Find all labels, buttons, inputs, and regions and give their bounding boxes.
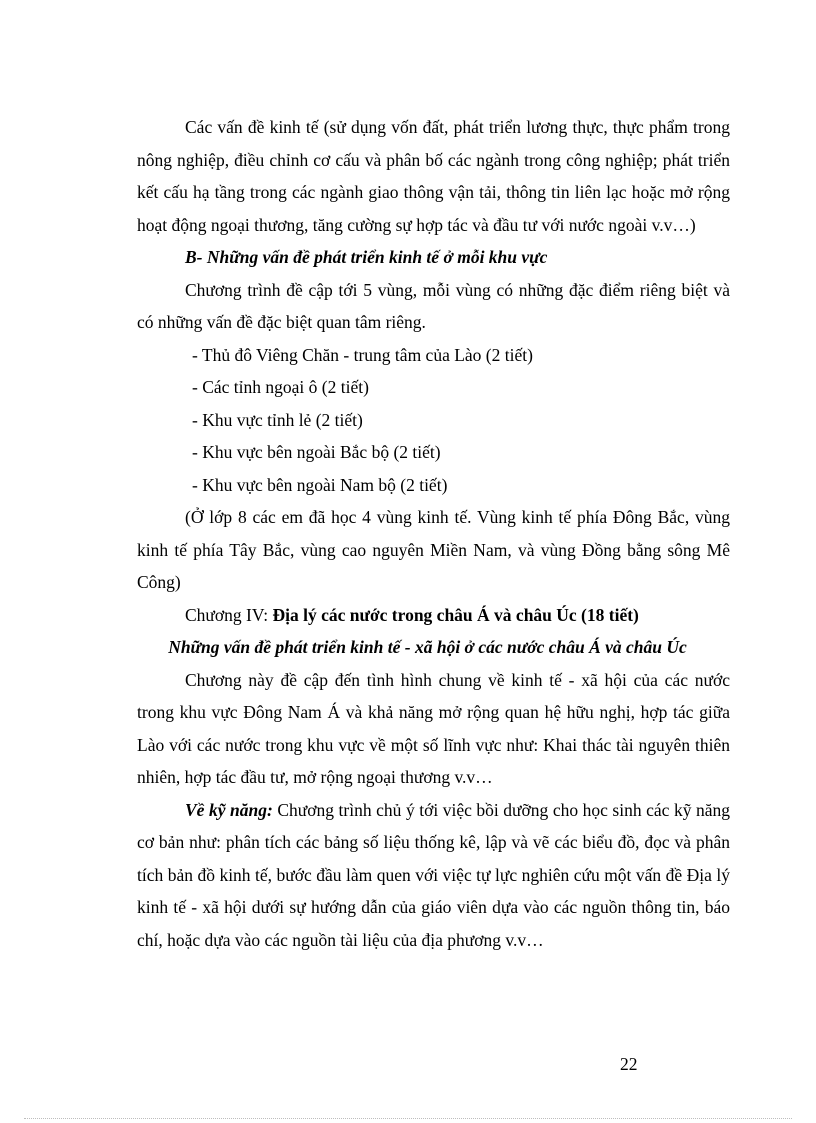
page-number: 22 xyxy=(620,1054,638,1074)
chapter-heading: Những vấn đề phát triển kinh tế - xã hội ở các nước châu Á và châu Úc xyxy=(168,637,687,657)
chapter-title-line xyxy=(137,599,730,632)
paragraph-skills xyxy=(137,794,730,957)
list-item: - Khu vực bên ngoài Bắc bộ (2 tiết) xyxy=(192,442,441,462)
paragraph-economic-issues: Các vấn đề kinh tế (sử dụng vốn đất, phát triển lương thực, thực phẩm trong nông nghiệp, điều chỉnh cơ cấu và phân bố các ngành trong công nghiệp; phát triển kết cấu hạ tầng trong các ngành giao thông vận tải, thông tin liên lạc hoặc mở rộng hoạt động ngoại thương, tăng cường sự hợp tác và đầu tư với nước ngoài v.v…) xyxy=(137,117,730,235)
paragraph-chapter-summary: Chương này đề cập đến tình hình chung về kinh tế - xã hội của các nước trong khu vực Đông Nam Á và khả năng mở rộng quan hệ hữu nghị, hợp tác giữa Lào với các nước trong khu vực về một số lĩnh vực như: Khai thác tài nguyên thiên nhiên, hợp tác đầu tư, mở rộng ngoại thương v.v… xyxy=(137,669,730,787)
chapter-prefix: Chương IV: xyxy=(185,604,273,625)
skills-text: Chương trình chủ ý tới việc bồi dưỡng cho học sinh các kỹ năng cơ bản như: phân tích các bảng số liệu thống kê, lập và vẽ các biểu đồ, đọc và phân tích bản đồ kinh tế, bước đầu làm quen với việc tự lực nghiên cứu một vấn đề Địa lý kinh tế - xã hội dưới sự hướng dẫn của giáo viên dựa vào các nguồn thông tin, báo chí, hoặc dựa vào các nguồn tài liệu của địa phương v.v… xyxy=(137,799,731,950)
paragraph-grade8-note: (Ở lớp 8 các em đã học 4 vùng kinh tế. Vùng kinh tế phía Đông Bắc, vùng kinh tế phía Tây Bắc, vùng cao nguyên Miền Nam, và vùng Đồng bằng sông Mê Công) xyxy=(137,507,730,592)
section-heading-b: B- Những vấn đề phát triển kinh tế ở mỗi khu vực xyxy=(185,247,548,267)
list-item: - Các tỉnh ngoại ô (2 tiết) xyxy=(192,377,369,397)
list-item: - Khu vực bên ngoài Nam bộ (2 tiết) xyxy=(192,474,448,495)
page-body xyxy=(137,111,730,956)
list-item: - Thủ đô Viêng Chăn - trung tâm của Lào (2 tiết) xyxy=(192,344,533,365)
page-bottom-border xyxy=(24,1118,792,1119)
chapter-title: Địa lý các nước trong châu Á và châu Úc (18 tiết) xyxy=(272,604,639,625)
skills-lead: Về kỹ năng: xyxy=(185,799,273,820)
list-item: - Khu vực tỉnh lẻ (2 tiết) xyxy=(192,409,363,430)
paragraph-regions-intro: Chương trình đề cập tới 5 vùng, mỗi vùng có những đặc điểm riêng biệt và có những vấn đề đặc biệt quan tâm riêng. xyxy=(137,279,730,332)
